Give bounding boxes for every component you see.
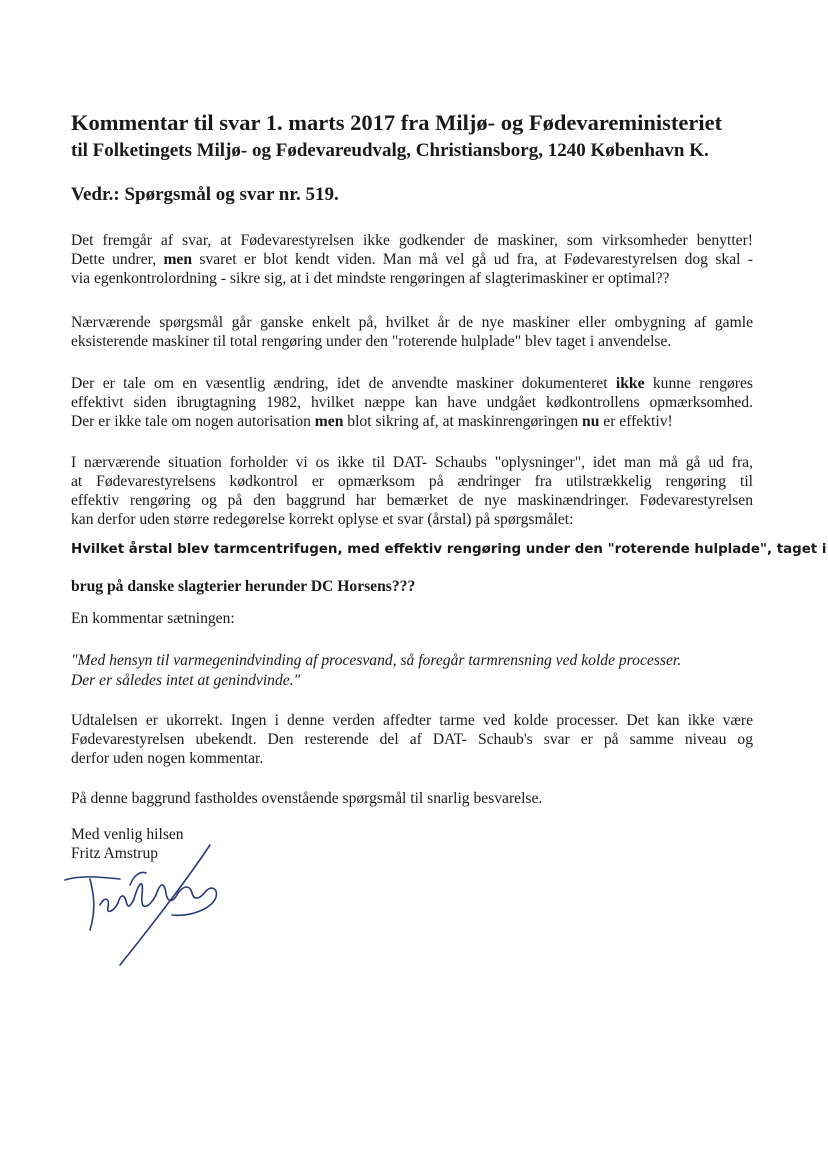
question-line-2: brug på danske slagterier herunder DC Horsens??? [71,578,416,595]
paragraph-line: Der er ikke tale om nogen autorisation men blot sikring af, at maskinrengøringen nu er effektiv! [71,413,673,430]
paragraph-line: Der er tale om en væsentlig ændring, idet de anvendte maskiner dokumenteret ikke kunne rengøres [71,375,753,392]
paragraph-4 [71,453,753,529]
subject-line: Vedr.: Spørgsmål og svar nr. 519. [71,184,339,205]
paragraph-line: derfor uden nogen kommentar. [71,750,264,767]
handwritten-signature [60,835,240,975]
paragraph-3 [71,374,753,431]
comment-intro: En kommentar sætningen: [71,610,235,627]
paragraph-line: effektivt siden ibrugtagning 1982, hvilket næppe kan have undgået kødkontrollens opmærksomhed. [71,394,753,411]
paragraph-line: via egenkontrolordning - sikre sig, at i det mindste rengøringen af slagterimaskiner er optimal?? [71,270,670,287]
paragraph-2 [71,313,753,351]
paragraph-line: Det fremgår af svar, at Fødevarestyrelsen ikke godkender de maskiner, som virksomheder benytter! [71,232,753,249]
question-line-1: Hvilket årstal blev tarmcentrifugen, med effektiv rengøring under den "roterende hulplade", taget i [71,542,827,557]
document-recipient: til Folketingets Miljø- og Fødevareudvalg, Christiansborg, 1240 København K. [71,140,709,161]
paragraph-5 [71,711,753,768]
paragraph-line: kan derfor uden større redegørelse korrekt oplyse et svar (årstal) på spørgsmålet: [71,511,574,528]
paragraph-line: Fødevarestyrelsen ubekendt. Den resterende del af DAT- Schaub's svar er på samme niveau og [71,731,753,748]
paragraph-line: eksisterende maskiner til total rengøring under den "roterende hulplade" blev taget i anvendelse. [71,333,672,350]
paragraph-line: Nærværende spørgsmål går ganske enkelt på, hvilket år de nye maskiner eller ombygning af gamle [71,314,753,331]
quoted-statement [71,651,771,691]
greeting: Med venlig hilsen [71,826,184,843]
closing-statement: På denne baggrund fastholdes ovenstående spørgsmål til snarlig besvarelse. [71,790,543,807]
paragraph-line: effektiv rengøring og på den baggrund har bemærket de nye maskinændringer. Fødevarestyrelsen [71,492,753,509]
quote-line: "Med hensyn til varmegenindvinding af procesvand, så foregår tarmrensning ved kolde processer. [71,652,682,669]
paragraph-line: Dette undrer, men svaret er blot kendt viden. Man må vel gå ud fra, at Fødevarestyrelsen dog skal - [71,251,753,268]
quote-line: Der er således intet at genindvinde." [71,672,301,689]
paragraph-line: I nærværende situation forholder vi os ikke til DAT- Schaubs "oplysninger", idet man må gå ud fra, [71,454,753,471]
document-title: Kommentar til svar 1. marts 2017 fra Miljø- og Fødevareministeriet [71,110,723,135]
sender-name: Fritz Amstrup [71,845,159,862]
paragraph-line: at Fødevarestyrelsens kødkontrol er opmærksom på ændringer fra utilstrækkelig rengøring til [71,473,753,490]
paragraph-1 [71,231,753,288]
paragraph-line: Udtalelsen er ukorrekt. Ingen i denne verden affedter tarme ved kolde processer. Det kan ikke være [71,712,753,729]
